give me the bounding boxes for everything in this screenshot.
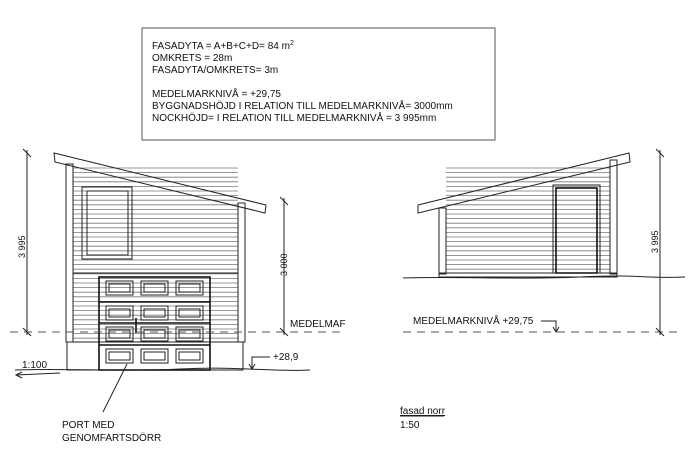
door-panel: [176, 306, 203, 320]
spot-level: +28,9: [273, 352, 299, 363]
door-panel: [176, 349, 203, 363]
info-box: [142, 28, 495, 140]
door-panel-inset: [144, 352, 165, 360]
door-note-line1: PORT MED: [62, 420, 115, 431]
ground-level-label: MEDELMAF: [290, 319, 346, 330]
door-panel-inset: [109, 352, 130, 360]
left-roof: [54, 153, 266, 213]
door-panel: [141, 349, 168, 363]
left-wall-post: [439, 208, 446, 274]
info-line-ratio: FASADYTA/OMKRETS= 3m: [152, 65, 279, 76]
svg-text:3 995: 3 995: [17, 235, 27, 258]
elevation-title: fasad norr: [400, 406, 446, 417]
door-panel: [106, 306, 133, 320]
info-line-nockhojd: NOCKHÖJD= I RELATION TILL MEDELMARKNIVÅ = 3 995mm: [152, 113, 437, 124]
left-siding: [73, 168, 238, 338]
ground-level-marker: [541, 321, 559, 332]
info-line-omkrets: OMKRETS = 28m: [152, 53, 233, 64]
info-line-fasadyta: FASADYTA = A+B+C+D= 84 $m^2$: [152, 40, 294, 52]
right-roof: [418, 153, 630, 213]
ground-line: [15, 368, 310, 370]
height-dimension-3995: [17, 149, 31, 336]
left-elevation: [10, 149, 346, 444]
door-note-line2: GENOMFARTSDÖRR: [62, 433, 162, 444]
scale-arrow: [16, 372, 60, 378]
info-line-medelmarkniva: MEDELMARKNIVÅ = +29,75: [152, 89, 281, 100]
right-wall-post: [610, 160, 617, 274]
door-note-leader: [103, 364, 127, 412]
ground-level-label: MEDELMARKNIVÅ +29,75: [413, 316, 534, 327]
door-panel: [106, 349, 133, 363]
garage-door: [99, 277, 210, 370]
right-elevation: [400, 149, 685, 431]
right-wall-post: [238, 203, 245, 342]
door-panel: [141, 306, 168, 320]
svg-text:3 995: 3 995: [650, 230, 660, 253]
door-panel-inset: [179, 352, 200, 360]
spot-level-marker: [249, 357, 270, 369]
svg-text:3 000: 3 000: [279, 253, 289, 276]
foundation: [67, 342, 243, 370]
left-wall-post: [66, 164, 73, 342]
scale-label: 1:100: [22, 360, 48, 371]
right-siding: [446, 168, 610, 269]
height-dimension-3995: [650, 149, 664, 336]
info-line-byggnadshojd: BYGGNADSHÖJD I RELATION TILL MEDELMARKNIVÅ= 3000mm: [152, 101, 453, 112]
elevation-scale: 1:50: [400, 420, 420, 431]
height-dimension-3000: [279, 197, 289, 336]
